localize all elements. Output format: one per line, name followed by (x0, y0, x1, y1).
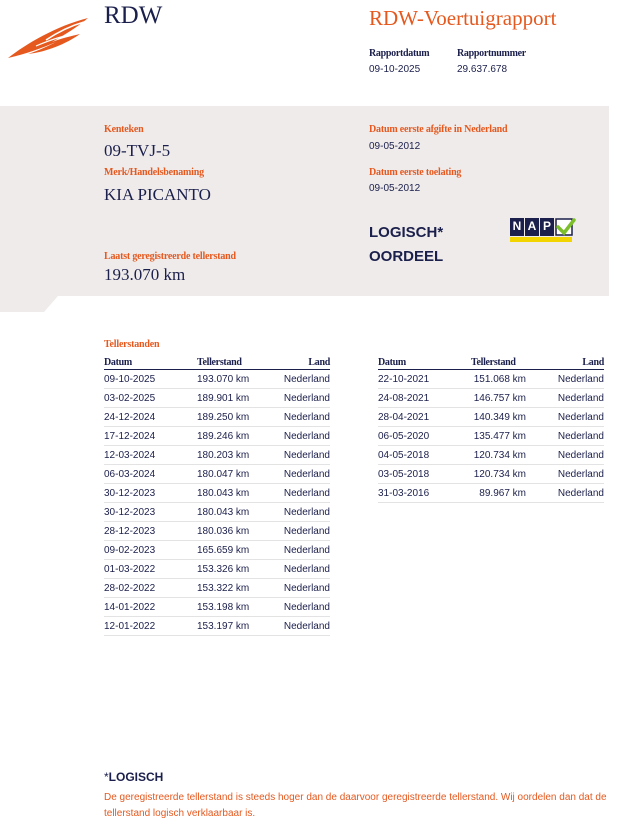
table-row (104, 389, 330, 408)
table-row (378, 427, 604, 446)
table-row (104, 522, 330, 541)
reading-date: 14-01-2022 (104, 598, 197, 617)
reading-date: 24-08-2021 (378, 389, 471, 408)
reading-value: 153.326 km (197, 560, 271, 579)
reading-country: Nederland (526, 484, 604, 503)
col-date: Datum (104, 355, 197, 370)
table-row (104, 484, 330, 503)
reading-country: Nederland (526, 389, 604, 408)
table-row (104, 503, 330, 522)
reading-value: 189.250 km (197, 408, 271, 427)
reading-date: 06-03-2024 (104, 465, 197, 484)
col-reading: Tellerstand (471, 355, 526, 370)
report-title: RDW-Voertuigrapport (369, 6, 557, 30)
table-row (104, 617, 330, 636)
plate-label: Kenteken (104, 124, 144, 135)
col-reading: Tellerstand (197, 355, 271, 370)
rdw-feather-logo (6, 14, 90, 60)
reading-date: 24-12-2024 (104, 408, 197, 427)
reading-value: 180.036 km (197, 522, 271, 541)
readings-table-right (378, 355, 604, 503)
reading-date: 28-02-2022 (104, 579, 197, 598)
footnote-title (104, 770, 163, 784)
reading-date: 04-05-2018 (378, 446, 471, 465)
table-row (104, 370, 330, 389)
table-row (104, 579, 330, 598)
reading-country: Nederland (271, 427, 330, 446)
reading-value: 146.757 km (471, 389, 526, 408)
footnote-title-text: LOGISCH (108, 770, 164, 784)
first-admission-label: Datum eerste toelating (369, 167, 462, 178)
readings-section-title: Tellerstanden (104, 339, 160, 350)
first-issue-nl-value: 09-05-2012 (369, 141, 421, 152)
reading-date: 28-04-2021 (378, 408, 471, 427)
reading-country: Nederland (526, 427, 604, 446)
reading-value: 140.349 km (471, 408, 526, 427)
reading-date: 30-12-2023 (104, 484, 197, 503)
report-number: 29.637.678 (457, 64, 508, 75)
table-row (378, 408, 604, 427)
reading-country: Nederland (271, 503, 330, 522)
reading-value: 180.047 km (197, 465, 271, 484)
reading-value: 189.901 km (197, 389, 271, 408)
reading-country: Nederland (271, 522, 330, 541)
footnote-marker: * (104, 770, 109, 784)
vehicle-summary-panel (0, 106, 609, 312)
reading-date: 12-03-2024 (104, 446, 197, 465)
verdict-line2: OORDEEL (369, 248, 444, 265)
reading-value: 151.068 km (471, 370, 526, 389)
table-row (378, 446, 604, 465)
reading-country: Nederland (271, 579, 330, 598)
nap-letter-n: N (512, 219, 522, 233)
table-row (378, 370, 604, 389)
reading-date: 30-12-2023 (104, 503, 197, 522)
reading-value: 180.043 km (197, 484, 271, 503)
reading-country: Nederland (526, 370, 604, 389)
reading-country: Nederland (271, 465, 330, 484)
reading-country: Nederland (271, 408, 330, 427)
reading-value: 193.070 km (197, 370, 271, 389)
brand-name: RDW (104, 2, 163, 29)
nap-check-logo (510, 218, 576, 244)
report-date-label: Rapportdatum (369, 48, 430, 59)
reading-country: Nederland (271, 484, 330, 503)
table-row (104, 541, 330, 560)
col-country: Land (271, 355, 330, 370)
table-row (104, 560, 330, 579)
reading-country: Nederland (271, 446, 330, 465)
reading-date: 31-03-2016 (378, 484, 471, 503)
odometer-label: Laatst geregistreerde tellerstand (104, 251, 236, 262)
reading-country: Nederland (271, 389, 330, 408)
reading-date: 12-01-2022 (104, 617, 197, 636)
reading-value: 180.203 km (197, 446, 271, 465)
reading-country: Nederland (526, 408, 604, 427)
reading-country: Nederland (526, 446, 604, 465)
reading-country: Nederland (271, 598, 330, 617)
reading-country: Nederland (526, 465, 604, 484)
report-number-label: Rapportnummer (457, 48, 526, 59)
reading-value: 120.734 km (471, 465, 526, 484)
reading-value: 165.659 km (197, 541, 271, 560)
make-value: KIA PICANTO (104, 185, 211, 204)
reading-date: 22-10-2021 (378, 370, 471, 389)
reading-date: 03-02-2025 (104, 389, 197, 408)
reading-date: 28-12-2023 (104, 522, 197, 541)
reading-date: 06-05-2020 (378, 427, 471, 446)
reading-value: 135.477 km (471, 427, 526, 446)
table-row (378, 465, 604, 484)
reading-country: Nederland (271, 541, 330, 560)
verdict-line1: LOGISCH* (369, 224, 444, 241)
plate-value: 09-TVJ-5 (104, 141, 171, 160)
footnote-text: De geregistreerde tellerstand is steeds hoger dan de daarvoor geregistreerde tellerstand. Wij oordelen dan dat de tellerstand logisch verklaarbaar is. (104, 792, 607, 819)
nap-letter-p: P (542, 219, 551, 233)
table-row (104, 446, 330, 465)
reading-value: 120.734 km (471, 446, 526, 465)
reading-value: 189.246 km (197, 427, 271, 446)
reading-date: 03-05-2018 (378, 465, 471, 484)
reading-value: 180.043 km (197, 503, 271, 522)
reading-date: 01-03-2022 (104, 560, 197, 579)
col-country: Land (526, 355, 604, 370)
reading-date: 09-02-2023 (104, 541, 197, 560)
table-row (104, 427, 330, 446)
reading-country: Nederland (271, 370, 330, 389)
table-row (104, 598, 330, 617)
reading-country: Nederland (271, 560, 330, 579)
table-row (104, 408, 330, 427)
table-row (378, 389, 604, 408)
reading-value: 153.322 km (197, 579, 271, 598)
reading-value: 89.967 km (471, 484, 526, 503)
readings-table-left (104, 355, 330, 636)
col-date: Datum (378, 355, 471, 370)
reading-value: 153.197 km (197, 617, 271, 636)
odometer-value: 193.070 km (104, 265, 186, 284)
make-label: Merk/Handelsbenaming (104, 167, 204, 178)
reading-country: Nederland (271, 617, 330, 636)
report-date: 09-10-2025 (369, 64, 421, 75)
nap-letter-a: A (527, 219, 537, 233)
first-issue-nl-label: Datum eerste afgifte in Nederland (369, 124, 508, 135)
table-row (104, 465, 330, 484)
reading-date: 09-10-2025 (104, 370, 197, 389)
reading-value: 153.198 km (197, 598, 271, 617)
first-admission-value: 09-05-2012 (369, 183, 421, 194)
table-row (378, 484, 604, 503)
reading-date: 17-12-2024 (104, 427, 197, 446)
